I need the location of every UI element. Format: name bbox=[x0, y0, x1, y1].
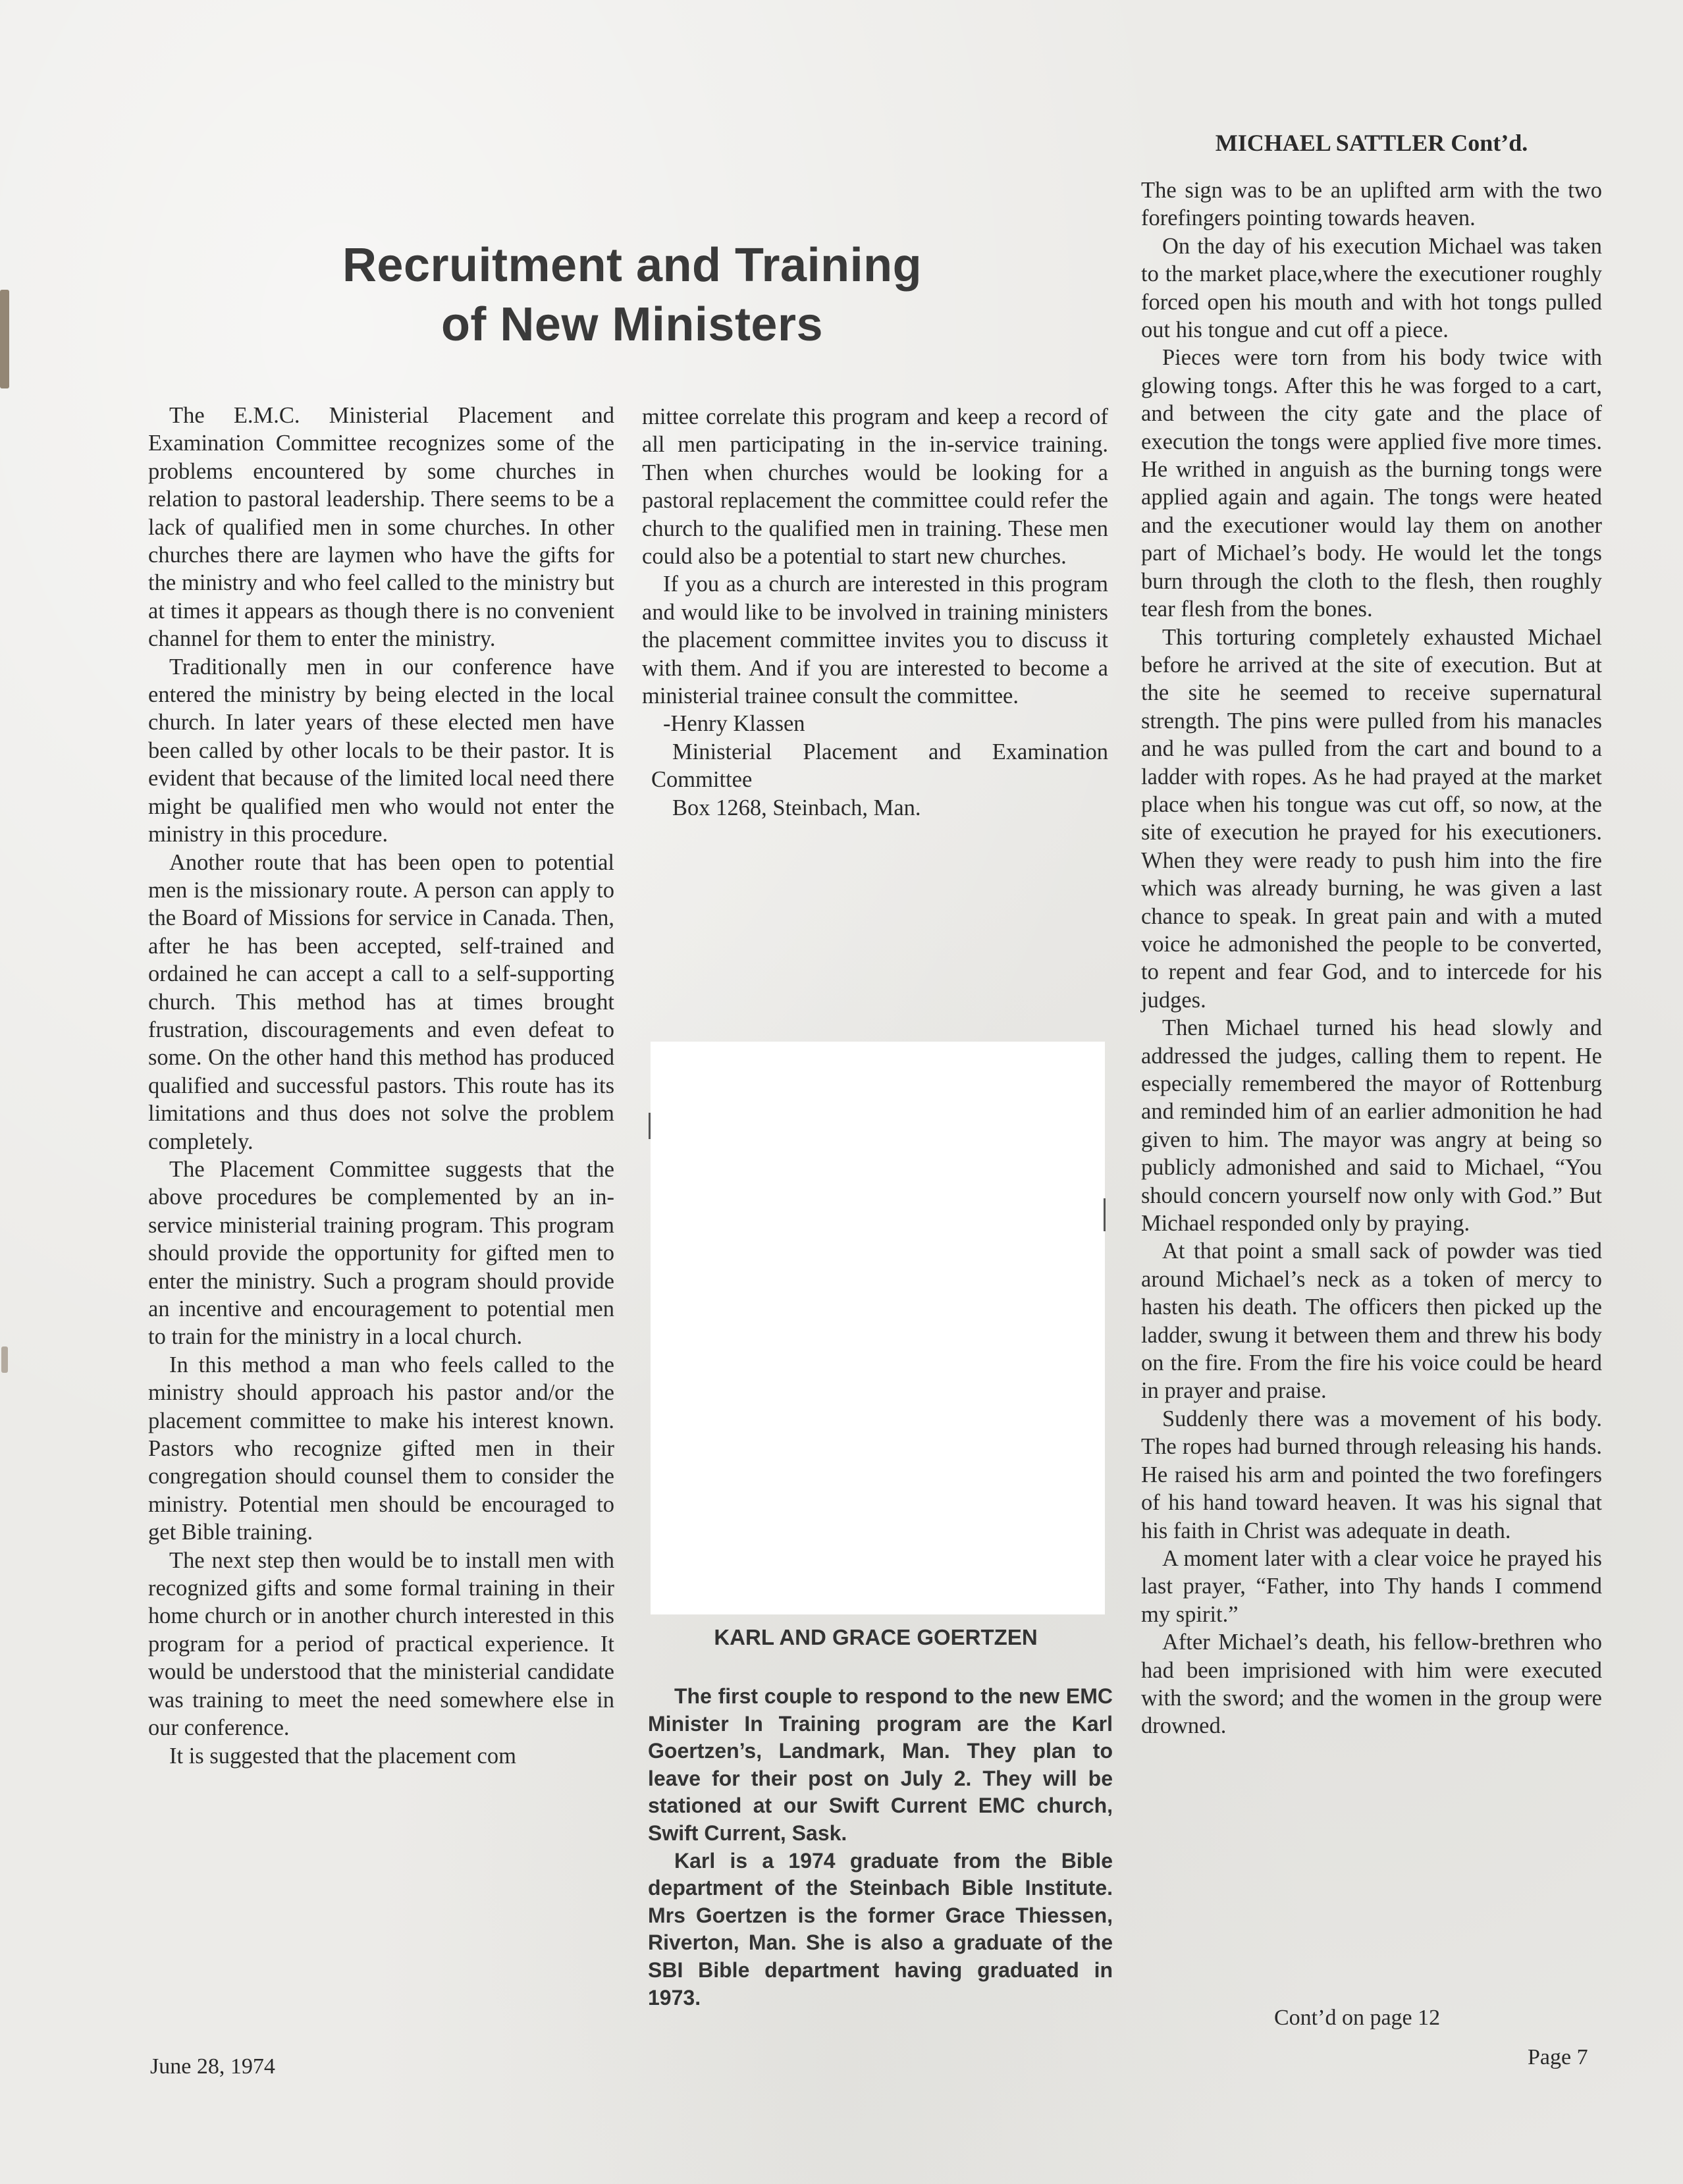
photo-area bbox=[651, 1042, 1105, 1614]
sattler-paragraph: Pieces were torn from his body twice with glowing tongs. After this he was forged to a cart, and between the city gate and the place of execution the tongs were applied five more times. He writhed in anguish as the burning tongs were applied again and again. The tongs were heated and the executioner would lay them on another part of Michael’s body. He would let the tongs burn through the cloth to the flesh, then roughly tear flesh from the bones. bbox=[1141, 345, 1602, 622]
article-column-2 bbox=[642, 403, 1108, 822]
page-number: Page 7 bbox=[1528, 2045, 1588, 2069]
photo-edge-mark bbox=[649, 1113, 651, 1139]
article-paragraph: mittee correlate this program and keep a record of all men participating in the in-service training. Then when churches would be looking for a pastoral replacement the committee could refer the church to the qualified men in training. These men could also be a potential to start new churches. bbox=[642, 404, 1108, 570]
sattler-paragraph: Then Michael turned his head slowly and addressed the judges, calling them to repent. He especially remembered the mayor of Rottenburg and reminded him of an earlier admonition he had given to him. The mayor was angry at being so publicly admonished and said to Michael, “You should concern yourself now only with God.” But Michael responded only by praying. bbox=[1141, 1015, 1602, 1237]
caption-paragraph: Karl is a 1974 graduate from the Bible department of the Steinbach Bible Institute. Mrs Goertzen is the former Grace Thiessen, Riverton, Man. She is also a graduate of the SBI Bible department having graduated in 1973. bbox=[648, 1848, 1113, 2010]
sattler-heading: MICHAEL SATTLER Cont’d. bbox=[1215, 130, 1528, 156]
sattler-column bbox=[1141, 176, 1602, 1740]
sattler-paragraph: Suddenly there was a movement of his body. The ropes had burned through releasing his hands. He raised his arm and pointed the two forefingers of his hand toward heaven. It was his signal that his faith in Christ was adequate in death. bbox=[1141, 1406, 1602, 1543]
article-paragraph: The E.M.C. Ministerial Placement and Examination Committee recognizes some of the problems encountered by some churches in relation to pastoral leadership. There seems to be a lack of qualified men in some churches. In other churches there are laymen who have the gifts for the ministry and who feel called to the ministry but at times it appears as though there is no convenient channel for them to enter the ministry. bbox=[148, 403, 614, 652]
signature-address: Box 1268, Steinbach, Man. bbox=[672, 795, 921, 820]
sattler-paragraph: The sign was to be an uplifted arm with the two forefingers pointing towards heaven. bbox=[1141, 178, 1602, 231]
sattler-paragraph: At that point a small sack of powder was tied around Michael’s neck as a token of mercy to hasten his death. The officers then picked up the ladder, swung it between them and threw his body on the fire. From the fire his voice could be heard in prayer and praise. bbox=[1141, 1238, 1602, 1404]
article-headline bbox=[198, 236, 1067, 354]
sattler-paragraph: After Michael’s death, his fellow-brethren who had been imprisioned with him were executed with the sword; and the women in the group were drowned. bbox=[1141, 1630, 1602, 1739]
continued-note: Cont’d on page 12 bbox=[1274, 2006, 1441, 2030]
page-edge-stain bbox=[1, 1346, 8, 1373]
article-column-1 bbox=[148, 402, 614, 1770]
article-paragraph: Another route that has been open to potential men is the missionary route. A person can apply to the Board of Missions for service in Canada. Then, after he has been accepted, self-trained and ordained he can accept a call to a self-supporting church. This method has at times brought frustration, discouragements and even defeat to some. On the other hand this method has produced qualified and successful pastors. This route has its limitations and thus does not solve the problem completely. bbox=[148, 849, 614, 1154]
issue-date: June 28, 1974 bbox=[150, 2054, 275, 2079]
headline-line-2: of New Ministers bbox=[441, 298, 824, 351]
sattler-paragraph: On the day of his execution Michael was taken to the market place,where the executioner roughly forced open his mouth and with hot tongs pulled out his tongue and cut off a piece. bbox=[1141, 233, 1602, 343]
article-paragraph: In this method a man who feels called to the ministry should approach his pastor and/or the placement committee to make his interest known. Pastors who recognize gifted men in their congregation should counsel them to consider the ministry. Potential men should be encouraged to get Bible training. bbox=[148, 1352, 614, 1545]
photo-caption bbox=[648, 1683, 1113, 2011]
signature-org: Ministerial Placement and Examination Committee bbox=[651, 739, 1108, 793]
sattler-paragraph: This torturing completely exhausted Michael before he arrived at the site of execution. But at the site he seemed to receive supernatural strength. The pins were pulled from his manacles and he was pulled from the cart and bound to a ladder with ropes. As he had prayed at the market place when his tongue was cut off, so now, at the site of execution he prayed for his executioners. When they were ready to push him into the fire which was already burning, he was given a last chance to speak. In great pain and with a muted voice he admonished the people to be converted, to repent and fear God, and to intercede for his judges. bbox=[1141, 624, 1602, 1013]
signature-block bbox=[642, 738, 1108, 822]
article-paragraph: If you as a church are interested in this program and would like to be involved in training ministers the placement committee invites you to discuss it with them. And if you are interested to become a ministerial trainee consult the committee. bbox=[642, 572, 1108, 709]
photo-caption-title: KARL AND GRACE GOERTZEN bbox=[714, 1625, 1038, 1649]
headline-line-1: Recruitment and Training bbox=[342, 239, 922, 292]
article-paragraph: The next step then would be to install men with recognized gifts and some formal training in their home church or in another church interested in this program for a period of practical experience. It would be understood that the ministerial candidate was training to meet the need somewhere else in our conference. bbox=[148, 1547, 614, 1741]
photo-edge-mark bbox=[1104, 1198, 1106, 1231]
article-paragraph: It is suggested that the placement com bbox=[169, 1743, 516, 1769]
page-edge-stain bbox=[0, 290, 9, 388]
sattler-paragraph: A moment later with a clear voice he prayed his last prayer, “Father, into Thy hands I commend my spirit.” bbox=[1141, 1545, 1602, 1627]
signature-name: -Henry Klassen bbox=[663, 711, 805, 737]
article-paragraph: The Placement Committee suggests that the above procedures be complemented by an in-service ministerial training program. This program should provide the opportunity for gifted men to enter the ministry. Such a program should provide an incentive and encouragement to potential men to train for the ministry in a local church. bbox=[148, 1156, 614, 1350]
article-paragraph: Traditionally men in our conference have entered the ministry by being elected in the local church. In later years of these elected men have been called by other locals to be their pastor. It is evident that because of the limited local need there might be qualified men who would not enter the ministry in this procedure. bbox=[148, 654, 614, 847]
caption-paragraph: The first couple to respond to the new EMC Minister In Training program are the Karl Goertzen’s, Landmark, Man. They plan to leave for their post on July 2. They will be stationed at our Swift Current EMC church, Swift Current, Sask. bbox=[648, 1684, 1113, 1845]
